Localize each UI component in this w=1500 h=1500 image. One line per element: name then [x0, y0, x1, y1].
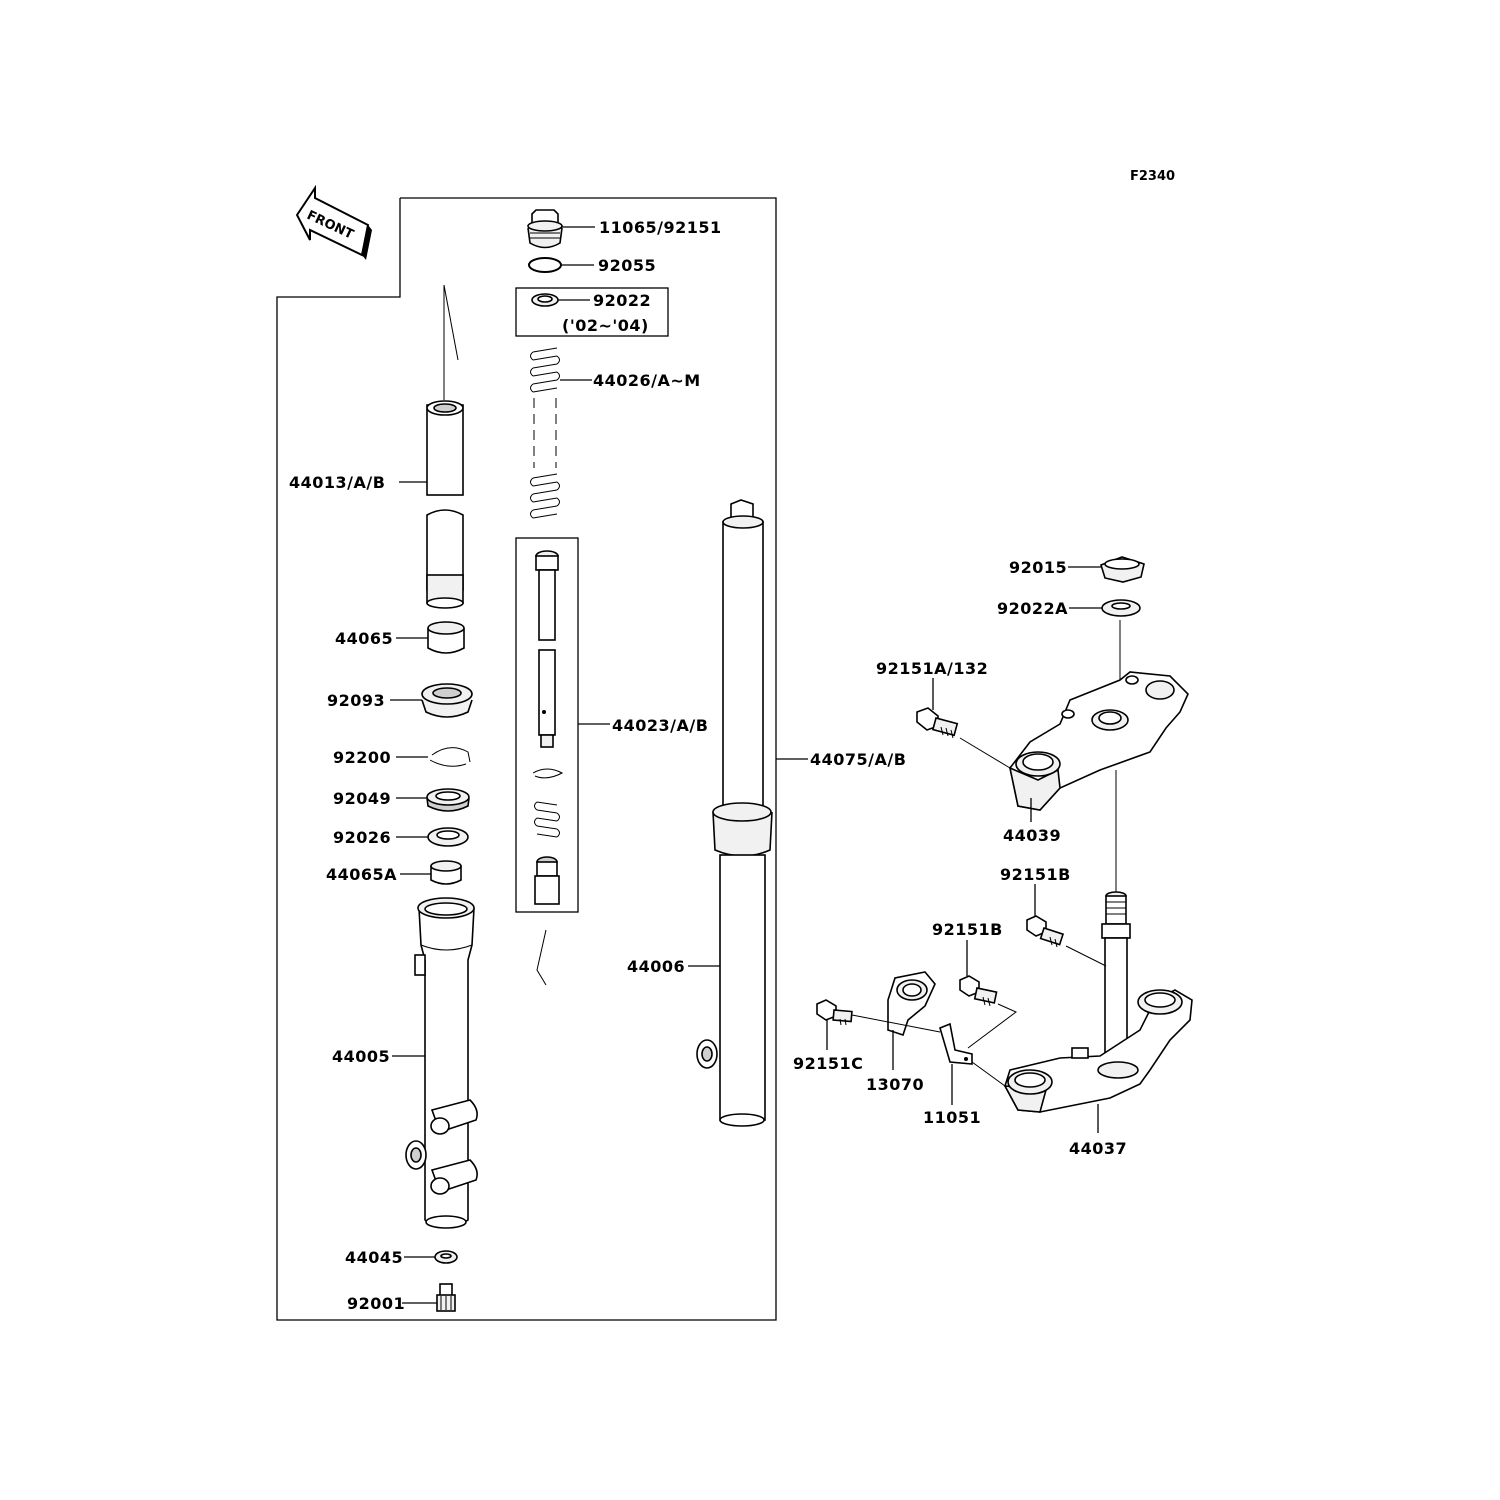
bushing-44065 [428, 622, 464, 653]
cap-bolt-11065 [528, 210, 562, 248]
label-92026: 92026 [333, 828, 392, 847]
label-44039: 44039 [1003, 826, 1062, 845]
fork-inner-tube [427, 401, 463, 608]
o-ring-92055 [529, 258, 561, 272]
label-92200: 92200 [333, 748, 392, 767]
label-44026: 44026/A~M [593, 371, 701, 390]
label-92151B-upper: 92151B [1000, 865, 1071, 884]
fork-assembly-44075 [697, 500, 772, 1126]
label-92022: 92022 [593, 291, 652, 310]
bolt-92151B-upper [1027, 916, 1063, 947]
label-11051: 11051 [923, 1108, 982, 1127]
washer-92022 [532, 294, 558, 306]
label-92022-years: ('02~'04) [562, 316, 649, 335]
fork-spring-44026 [531, 348, 560, 518]
bracket-11051 [940, 1024, 972, 1064]
damper-rod-44023 [533, 551, 562, 904]
label-92093: 92093 [327, 691, 386, 710]
label-44013: 44013/A/B [289, 473, 386, 492]
bolt-92151A [917, 708, 957, 738]
label-92151B-lower: 92151B [932, 920, 1003, 939]
stem-nut-92015 [1101, 557, 1144, 582]
label-92049: 92049 [333, 789, 392, 808]
retaining-ring-92200 [430, 748, 470, 767]
label-11065: 11065/92151 [599, 218, 722, 237]
washer-92026 [428, 828, 468, 846]
label-44037: 44037 [1069, 1139, 1128, 1158]
label-13070: 13070 [866, 1075, 925, 1094]
label-44065A: 44065A [326, 865, 398, 884]
front-arrow-icon [297, 188, 372, 260]
label-44075: 44075/A/B [810, 750, 907, 769]
bolt-92151C [817, 1000, 852, 1025]
gasket-44045 [435, 1251, 457, 1263]
oil-seal-92049 [427, 789, 469, 811]
label-92055: 92055 [598, 256, 657, 275]
label-92015: 92015 [1009, 558, 1068, 577]
label-92151C: 92151C [793, 1054, 864, 1073]
upper-triple-clamp-44039 [1010, 672, 1188, 810]
fork-outer-tube [406, 898, 477, 1228]
label-44006: 44006 [627, 957, 686, 976]
label-92151A: 92151A/132 [876, 659, 989, 678]
front-label: FRONT [304, 208, 356, 243]
label-92022A: 92022A [997, 599, 1069, 618]
figure-code: F2340 [1130, 169, 1176, 184]
bushing-44065A [431, 861, 461, 884]
label-92001: 92001 [347, 1294, 406, 1313]
hose-guide-13070 [888, 972, 935, 1035]
label-44005: 44005 [332, 1047, 391, 1066]
bolt-92151B-lower [960, 976, 997, 1006]
dust-seal-92093 [422, 684, 472, 717]
label-44023: 44023/A/B [612, 716, 709, 735]
label-44065: 44065 [335, 629, 394, 648]
label-44045: 44045 [345, 1248, 404, 1267]
washer-92022A [1102, 600, 1140, 616]
bolt-92001 [437, 1284, 455, 1311]
